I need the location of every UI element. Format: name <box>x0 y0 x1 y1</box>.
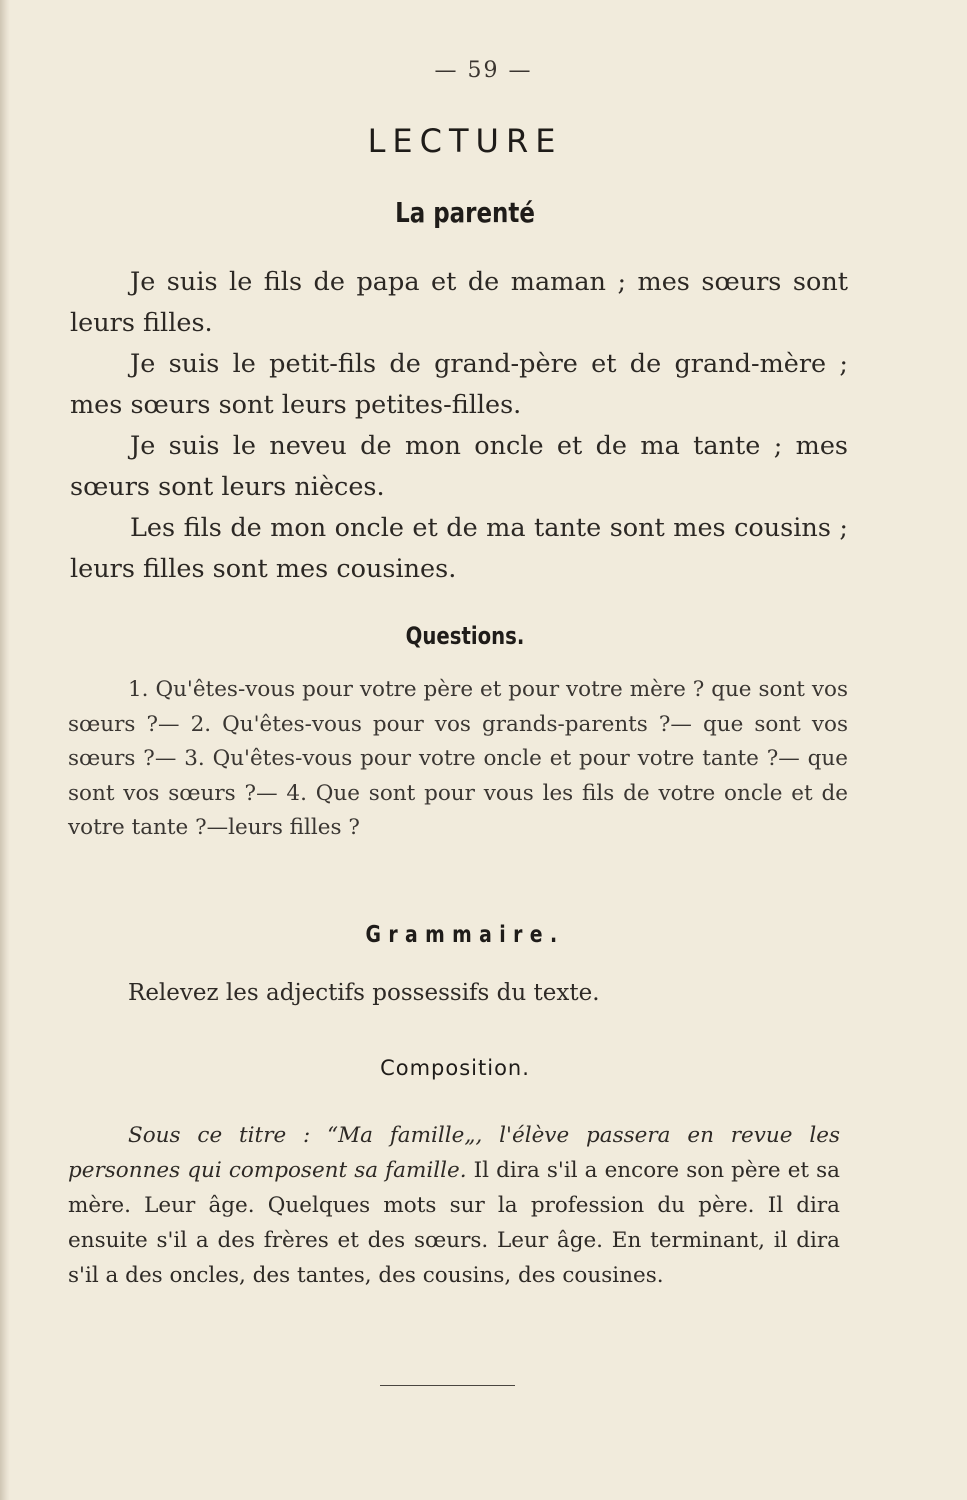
reading-text <box>70 262 848 590</box>
reading-paragraph: Les fils de mon oncle et de ma tante sont mes cousins ; leurs filles sont mes cousines. <box>70 513 848 584</box>
reading-paragraph: Je suis le neveu de mon oncle et de ma tante ; mes sœurs sont leurs nièces. <box>70 431 848 502</box>
composition-block <box>68 1118 840 1293</box>
grammar-title: Grammaire. <box>365 922 565 948</box>
questions-block <box>68 673 848 846</box>
composition-paragraph <box>68 1118 840 1293</box>
page-binding-edge <box>0 0 10 1500</box>
page-number: — 59 — <box>434 58 533 83</box>
reading-paragraph: Je suis le fils de papa et de maman ; mes sœurs sont leurs filles. <box>70 267 848 338</box>
closing-rule <box>380 1385 515 1386</box>
questions-title: Questions. <box>405 622 525 650</box>
composition-text: Il dira s'il a encore son père et sa mère. Leur âge. Quelques mots sur la profession du père. Il dira ensuite s'il a des frères et des sœurs. Leur âge. En terminant, il dira s'il a des oncles, des tantes, des cousins, des cousines. <box>68 1158 840 1288</box>
reading-title: La parenté <box>395 196 535 229</box>
reading-paragraph: Je suis le petit-fils de grand-père et de grand-mère ; mes sœurs sont leurs petites-filles. <box>70 349 848 420</box>
composition-title: Composition. <box>380 1056 530 1080</box>
section-heading-lecture: LECTURE <box>367 122 563 160</box>
questions-text: 1. Qu'êtes-vous pour votre père et pour votre mère ? que sont vos sœurs ?— 2. Qu'êtes-vous pour vos grands-parents ?— que sont vos sœurs ?— 3. Qu'êtes-vous pour votre oncle et pour votre tante ?— que sont vos sœurs ?— 4. Que sont pour vous les fils de votre oncle et de votre tante ?—leurs filles ? <box>68 677 848 840</box>
composition-intro: Sous ce titre : “Ma famille„, l'élève passera en revue les personnes qui composent sa famille. <box>68 1123 840 1183</box>
grammar-text: Relevez les adjectifs possessifs du texte. <box>128 980 600 1006</box>
